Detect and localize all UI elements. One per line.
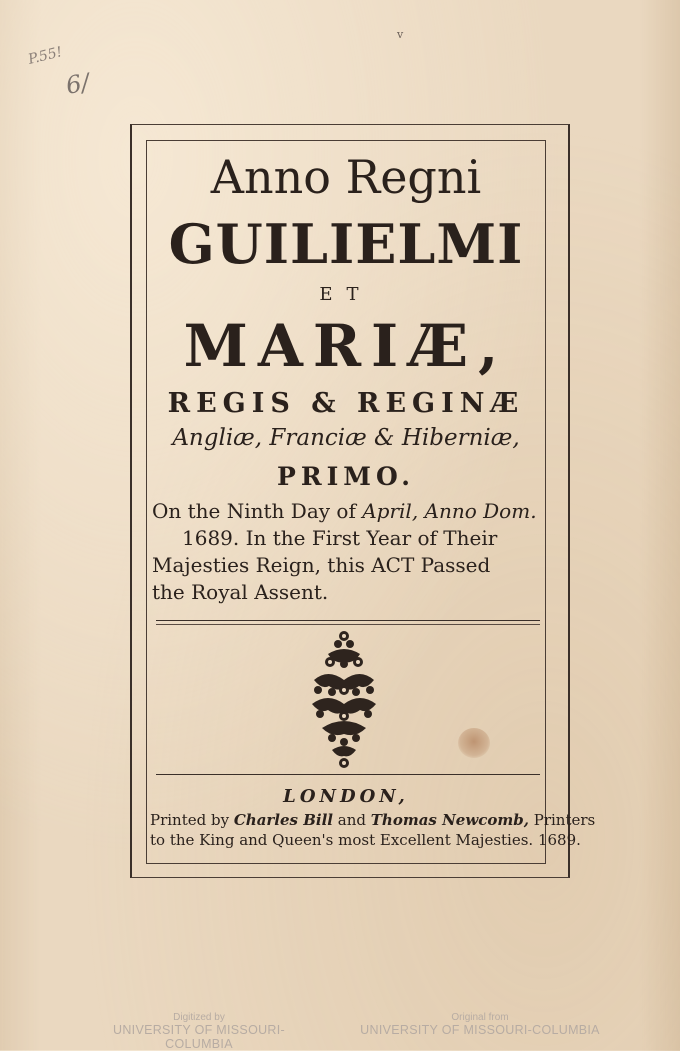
paragraph-line-2: 1689. In the First Year of Their: [182, 526, 498, 550]
paragraph-text: On the Ninth Day of: [152, 499, 363, 523]
title-line-guilielmi: GUILIELMI: [168, 212, 524, 276]
paragraph-month: April,: [362, 499, 419, 523]
footer-digitized-institution: UNIVERSITY OF MISSOURI-COLUMBIA: [113, 1023, 285, 1051]
imprint-printers: Printers: [528, 811, 596, 829]
title-line-anno-regni: Anno Regni: [210, 150, 482, 204]
footer-original: [360, 1012, 600, 1037]
lower-rule: [156, 774, 540, 775]
upper-rule-thin: [156, 624, 540, 625]
upper-rule: [156, 620, 540, 621]
title-line-regis-reginae: REGIS & REGINÆ: [167, 388, 525, 419]
imprint-block: [150, 810, 596, 850]
footer-digitized: [80, 1012, 318, 1051]
paragraph-line-3: Majesties Reign, this ACT Passed: [152, 553, 491, 577]
paragraph-line-1: [152, 498, 540, 525]
title-line-mariae: MARIÆ,: [183, 312, 509, 380]
paragraph-line-4: the Royal Assent.: [152, 580, 329, 604]
enactment-paragraph: [152, 498, 540, 606]
imprint-printer-2: Thomas Newcomb,: [370, 811, 529, 829]
imprint-printer-1: Charles Bill: [233, 811, 333, 829]
title-line-realms: Angliæ, Franciæ & Hiberniæ,: [172, 425, 520, 451]
footer-original-institution: UNIVERSITY OF MISSOURI-COLUMBIA: [360, 1023, 600, 1037]
pencil-shelfmark: P.55!: [26, 44, 64, 68]
title-line-primo: PRIMO.: [277, 462, 415, 491]
footer-digitized-label: Digitized by: [173, 1012, 225, 1023]
imprint-printed-by: Printed by: [150, 811, 234, 829]
title-line-et: ET: [319, 284, 373, 305]
imprint-line-1: [150, 810, 596, 830]
ornament-vignette: [308, 630, 380, 770]
pencil-number: 6/: [63, 68, 92, 100]
paragraph-anno-dom: Anno Dom.: [424, 499, 537, 523]
paper-stain: [458, 728, 490, 758]
imprint-place: LONDON,: [283, 786, 409, 807]
imprint-line-2: to the King and Queen's most Excellent Majesties. 1689.: [150, 831, 581, 849]
imprint-and: and: [333, 811, 371, 829]
footer-original-label: Original from: [451, 1012, 509, 1023]
tick-mark: v: [397, 28, 404, 41]
